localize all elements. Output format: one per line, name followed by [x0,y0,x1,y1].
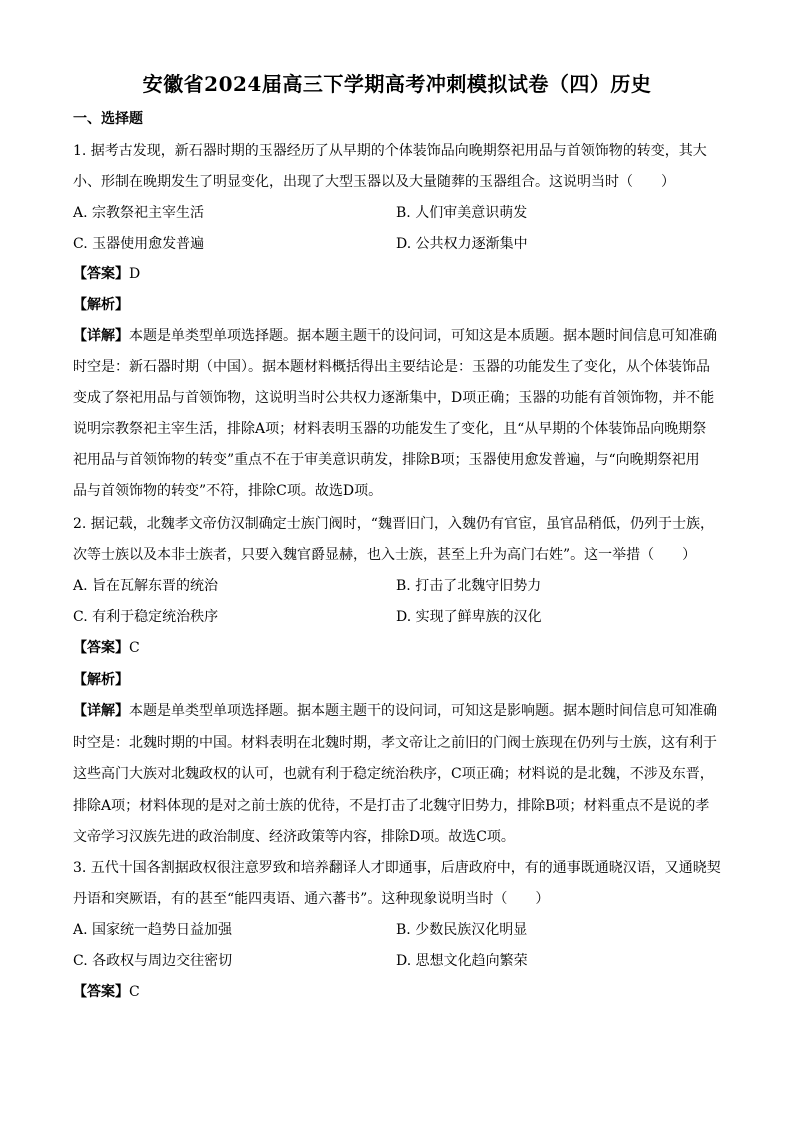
answer-value: C [129,984,140,1000]
answer-tag: 【答案】 [73,266,129,282]
answer-tag: 【答案】 [73,984,129,1000]
detail-text: 本题是单类型单项选择题。据本题主题干的设问词，可知这是影响题。据本题时间信息可知准确 [129,703,717,719]
analysis-tag: 【解析】 [73,672,129,688]
question-1-option-c: C. 玉器使用愈发普遍 [73,236,205,252]
question-1-analysis-tag [73,295,129,315]
question-2-detail-line-5: 文帝学习汉族先进的政治制度、经济政策等内容，排除D项。故选C项。 [73,829,515,845]
question-2-detail-line-4: 排除A项；材料体现的是对之前士族的优待，不是打击了北魏守旧势力，排除B项；材料重点不是说的孝 [73,798,710,814]
question-2-option-a: A. 旨在瓦解东晋的统治 [73,578,219,594]
question-2-analysis-tag [73,670,129,690]
page-title: 安徽省2024届高三下学期高考冲刺模拟试卷（四）历史 [142,72,652,96]
question-1-detail-line-4: 说明宗教祭祀主宰生活，排除A项；材料表明玉器的功能发生了变化，且“从早期的个体装饰品向晚期祭 [73,421,707,437]
question-3-option-a: A. 国家统一趋势日益加强 [73,922,233,938]
detail-tag: 【详解】 [73,328,129,344]
answer-tag: 【答案】 [73,640,129,656]
question-3-answer [73,982,140,1002]
section-heading: 一、选择题 [73,111,143,127]
question-2-option-d: D. 实现了鲜卑族的汉化 [396,609,542,625]
question-2-option-c: C. 有利于稳定统治秩序 [73,609,219,625]
question-2-stem-line-1: 2. 据记载，北魏孝文帝仿汉制确定士族门阀时，“魏晋旧门，入魏仍有官宦，虽官品稍低，仍列于士族， [73,516,714,532]
answer-value: D [129,266,141,282]
question-1-detail-line-3: 变成了祭祀用品与首领饰物，这说明当时公共权力逐渐集中，D项正确；玉器的功能有首领饰物，并不能 [73,390,715,406]
question-3-option-c: C. 各政权与周边交往密切 [73,953,233,969]
question-1-option-d: D. 公共权力逐渐集中 [396,236,528,252]
question-1-detail-line-2: 时空是：新石器时期（中国）。据本题材料概括得出主要结论是：玉器的功能发生了变化，从个体装饰品 [73,359,710,375]
question-3-stem-line-2: 丹语和突厥语，有的甚至“能四夷语、通六蕃书”。这种现象说明当时（ ） [73,891,550,907]
question-1-option-b: B. 人们审美意识萌发 [396,205,528,221]
detail-text: 本题是单类型单项选择题。据本题主题干的设问词，可知这是本质题。据本题时间信息可知准确 [129,328,717,344]
question-2-detail-line-2: 时空是：北魏时期的中国。材料表明在北魏时期，孝文帝让之前旧的门阀士族现在仍列与士族，这有利于 [73,735,717,751]
question-1-detail-line-1 [73,326,733,346]
question-3-option-b: B. 少数民族汉化明显 [396,922,528,938]
question-3-stem-line-1: 3. 五代十国各割据政权很注意罗致和培养翻译人才即通事，后唐政府中，有的通事既通晓汉语，又通晓契 [73,860,721,876]
question-1-stem-line-2: 小、形制在晚期发生了明显变化，出现了大型玉器以及大量随葬的玉器组合。这说明当时（ ） [73,174,675,190]
question-2-detail-line-1 [73,701,733,721]
question-1-detail-line-6: 品与首领饰物的转变”不符，排除C项。故选D项。 [73,483,383,499]
question-1-answer [73,264,140,284]
analysis-tag: 【解析】 [73,297,129,313]
answer-value: C [129,640,140,656]
question-1-detail-line-5: 祀用品与首领饰物的转变”重点不在于审美意识萌发，排除B项；玉器使用愈发普遍，与“向晚期祭祀用 [73,452,700,468]
question-2-detail-line-3: 这些高门大族对北魏政权的认可，也就有利于稳定统治秩序，C项正确；材料说的是北魏，不涉及东晋， [73,766,714,782]
question-2-option-b: B. 打击了北魏守旧势力 [396,578,542,594]
detail-tag: 【详解】 [73,703,129,719]
question-1-option-a: A. 宗教祭祀主宰生活 [73,205,205,221]
question-3-option-d: D. 思想文化趋向繁荣 [396,953,528,969]
question-2-stem-line-2: 次等士族以及本非士族者，只要入魏官爵显赫，也入士族，甚至上升为高门右姓”。这一举措（ ） [73,547,697,563]
question-2-answer [73,638,140,658]
question-1-stem-line-1: 1. 据考古发现，新石器时期的玉器经历了从早期的个体装饰品向晚期祭祀用品与首领饰物的转变，其大 [73,143,707,159]
